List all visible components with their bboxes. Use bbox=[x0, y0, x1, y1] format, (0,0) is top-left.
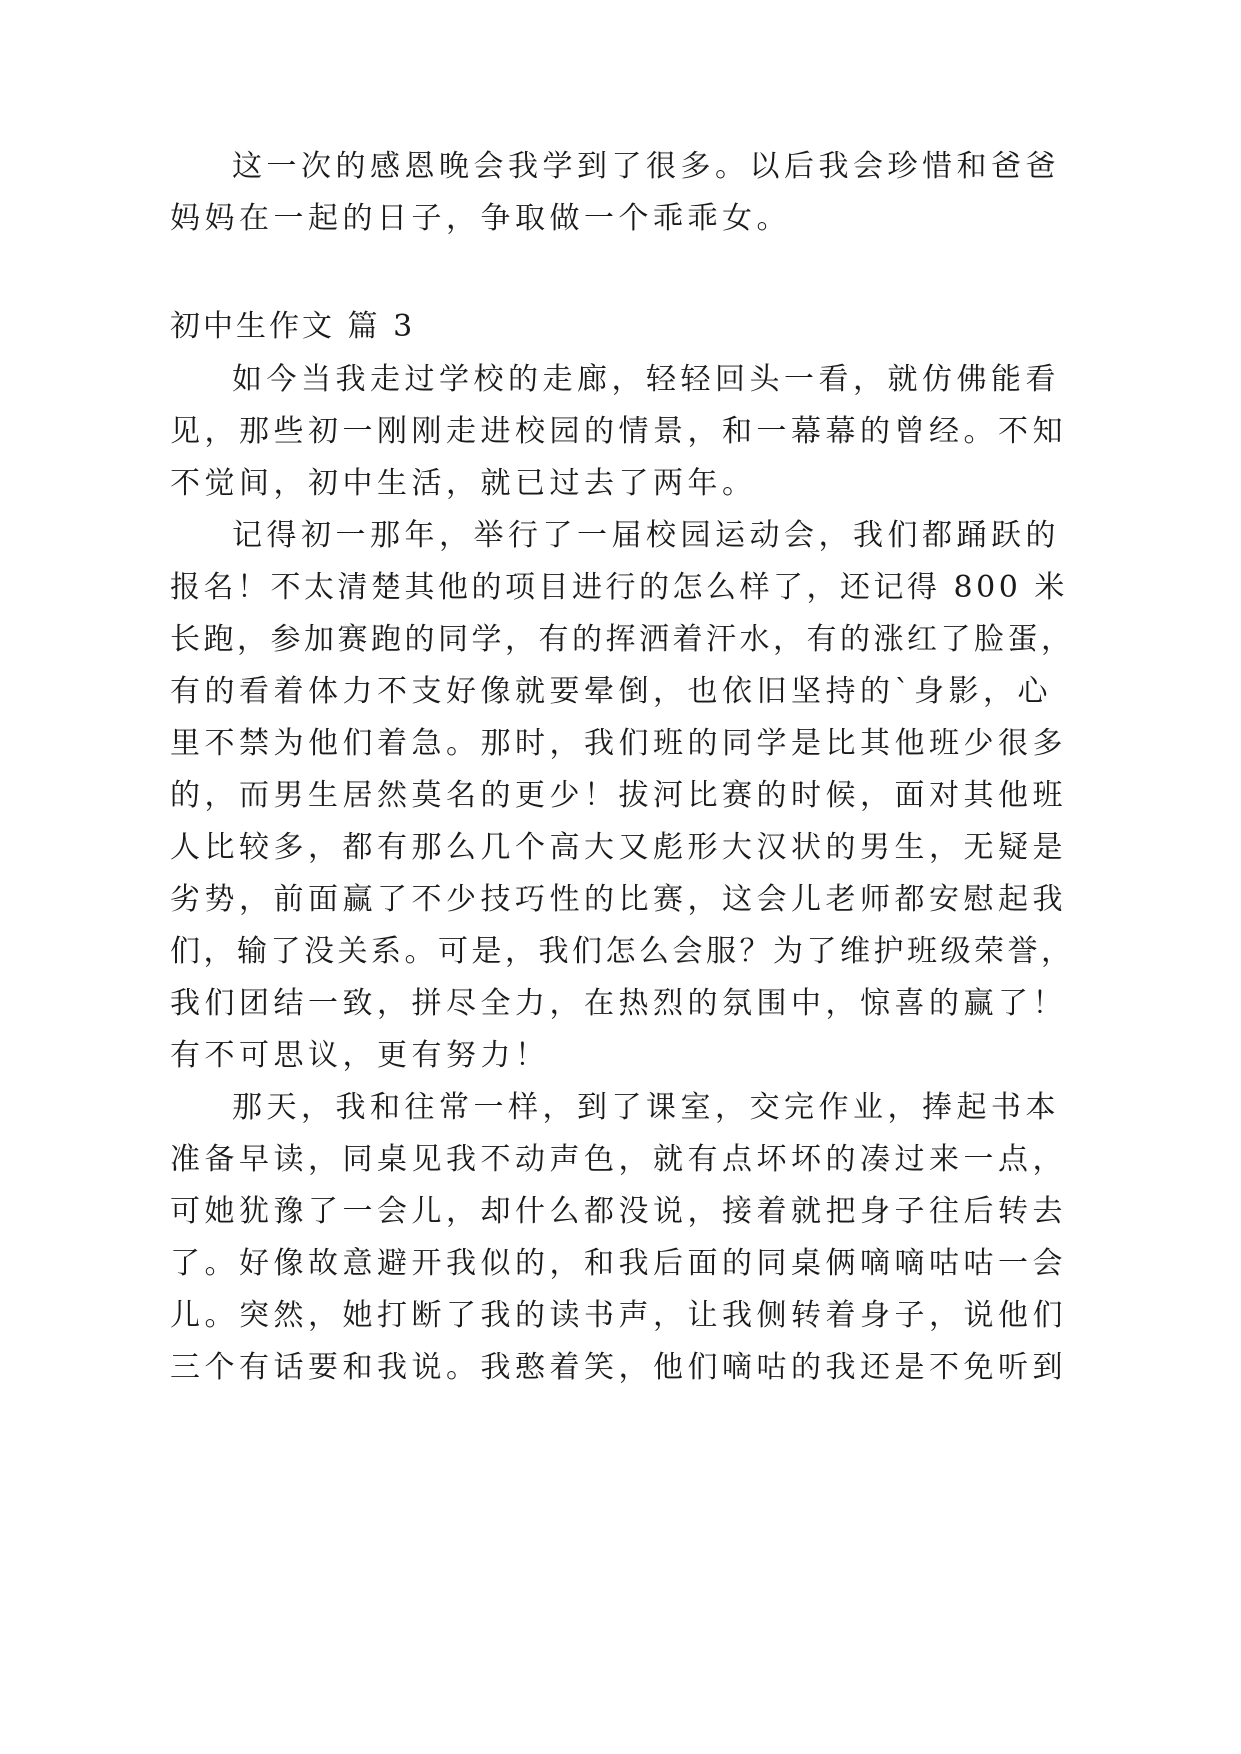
paragraph-2-line-3: 不觉间，初中生活，就已过去了两年。 bbox=[170, 466, 757, 501]
paragraph-2-line-2: 见，那些初一刚刚走进校园的情景，和一幕幕的曾经。不知 bbox=[170, 414, 1067, 449]
paragraph-4-line-6: 三个有话要和我说。我憨着笑，他们嘀咕的我还是不免听到 bbox=[170, 1350, 1067, 1385]
paragraph-4-line-3: 可她犹豫了一会儿，却什么都没说，接着就把身子往后转去 bbox=[170, 1194, 1067, 1229]
paragraph-3-line-10: 我们团结一致，拼尽全力，在热烈的氛围中，惊喜的赢了！ bbox=[170, 986, 1067, 1021]
paragraph-1-line-1: 这一次的感恩晚会我学到了很多。以后我会珍惜和爸爸 bbox=[232, 149, 1060, 184]
paragraph-3-line-5: 里不禁为他们着急。那时，我们班的同学是比其他班少很多 bbox=[170, 726, 1067, 761]
paragraph-4-line-1: 那天，我和往常一样，到了课室，交完作业，捧起书本 bbox=[232, 1090, 1060, 1125]
paragraph-4-line-4: 了。好像故意避开我似的，和我后面的同桌俩嘀嘀咕咕一会 bbox=[170, 1246, 1067, 1281]
paragraph-3-line-2: 报名！不太清楚其他的项目进行的怎么样了，还记得 800 米 bbox=[170, 570, 1068, 605]
paragraph-3-line-11: 有不可思议，更有努力！ bbox=[170, 1038, 550, 1073]
paragraph-3-line-9: 们，输了没关系。可是，我们怎么会服？为了维护班级荣誉， bbox=[170, 934, 1075, 969]
paragraph-1-line-2: 妈妈在一起的日子，争取做一个乖乖女。 bbox=[170, 201, 791, 236]
paragraph-3-line-7: 人比较多，都有那么几个高大又彪形大汉状的男生，无疑是 bbox=[170, 830, 1067, 865]
section-heading: 初中生作文 篇 3 bbox=[170, 309, 416, 344]
paragraph-3-line-8: 劣势，前面赢了不少技巧性的比赛，这会儿老师都安慰起我 bbox=[170, 882, 1067, 917]
paragraph-3-line-1: 记得初一那年，举行了一届校园运动会，我们都踊跃的 bbox=[232, 518, 1060, 553]
paragraph-4-line-2: 准备早读，同桌见我不动声色，就有点坏坏的凑过来一点， bbox=[170, 1142, 1067, 1177]
paragraph-3-line-6: 的，而男生居然莫名的更少！拔河比赛的时候，面对其他班 bbox=[170, 778, 1067, 813]
paragraph-4-line-5: 儿。突然，她打断了我的读书声，让我侧转着身子，说他们 bbox=[170, 1298, 1067, 1333]
paragraph-2-line-1: 如今当我走过学校的走廊，轻轻回头一看，就仿佛能看 bbox=[232, 362, 1060, 397]
paragraph-3-line-4: 有的看着体力不支好像就要晕倒，也依旧坚持的`身影，心 bbox=[170, 674, 1052, 709]
paragraph-3-line-3: 长跑，参加赛跑的同学，有的挥洒着汗水，有的涨红了脸蛋， bbox=[170, 622, 1075, 657]
